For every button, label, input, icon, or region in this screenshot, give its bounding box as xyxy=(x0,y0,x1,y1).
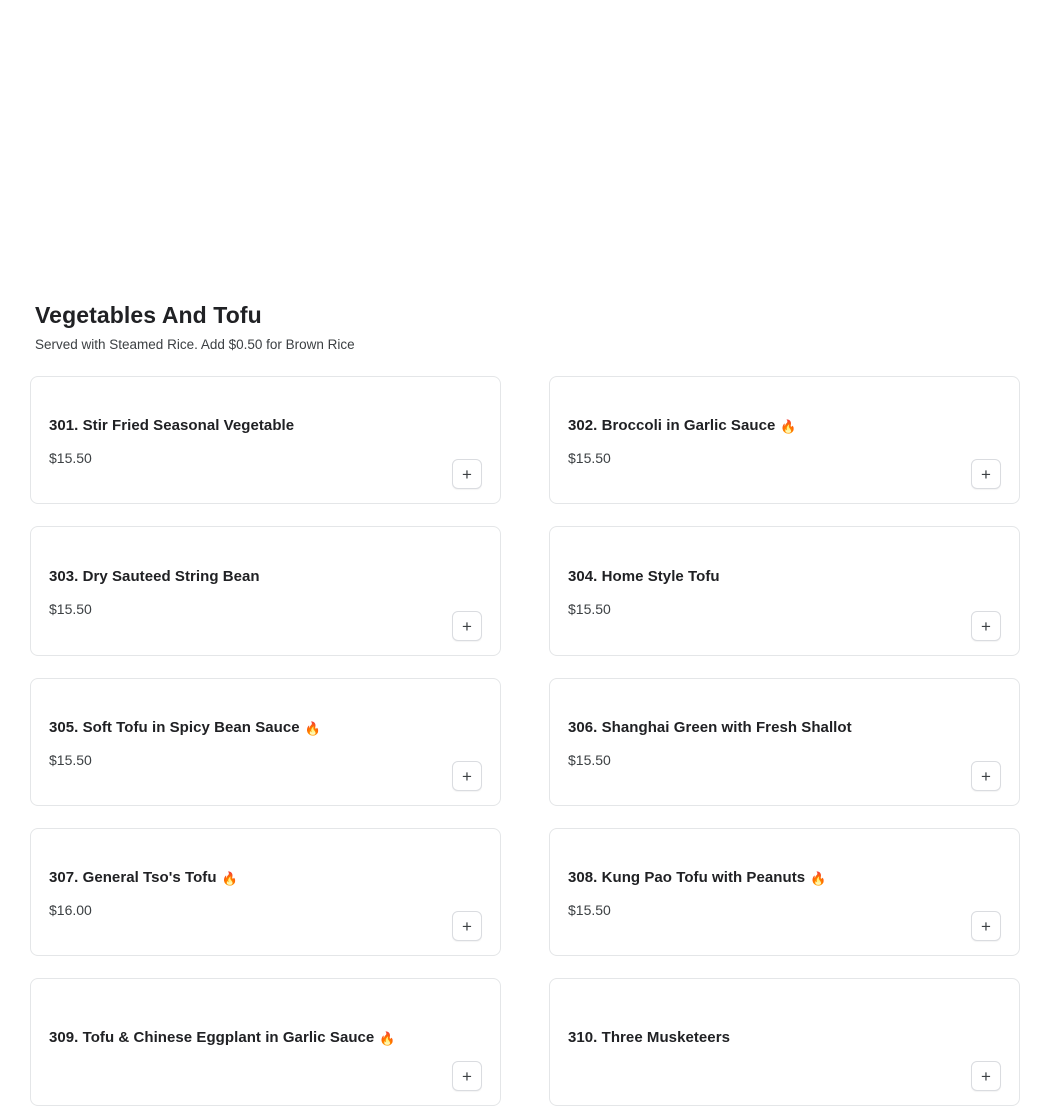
menu-item-name: 308. Kung Pao Tofu with Peanuts 🔥 xyxy=(568,869,827,886)
menu-item-price: $15.50 xyxy=(49,450,92,466)
add-item-button[interactable]: + xyxy=(971,459,1001,489)
menu-item-price: $15.50 xyxy=(568,450,611,466)
menu-item-content xyxy=(568,566,1001,619)
menu-item-content xyxy=(49,867,482,920)
add-item-button[interactable]: + xyxy=(971,761,1001,791)
menu-item-card[interactable] xyxy=(549,978,1020,1106)
page-title: Vegetables And Tofu xyxy=(35,302,262,328)
add-item-button[interactable]: + xyxy=(452,459,482,489)
spicy-flame-icon: 🔥 xyxy=(304,721,321,736)
menu-item-price: $15.50 xyxy=(568,601,611,617)
menu-item-name: 303. Dry Sauteed String Bean xyxy=(49,568,260,585)
menu-item-price: $16.00 xyxy=(49,902,92,918)
add-item-button[interactable]: + xyxy=(971,611,1001,641)
add-item-button[interactable]: + xyxy=(971,1061,1001,1091)
menu-item-card[interactable] xyxy=(30,828,501,956)
spicy-flame-icon: 🔥 xyxy=(221,871,238,886)
menu-item-content xyxy=(568,1027,1001,1061)
menu-item-grid xyxy=(0,376,1050,1106)
menu-item-name: 301. Stir Fried Seasonal Vegetable xyxy=(49,417,295,434)
menu-item-card[interactable] xyxy=(549,678,1020,806)
menu-item-content xyxy=(49,566,482,619)
spicy-flame-icon: 🔥 xyxy=(379,1030,396,1046)
menu-item-price: $15.50 xyxy=(49,752,92,768)
section-header xyxy=(0,300,1050,354)
page-top-spacer xyxy=(0,0,1050,300)
menu-item-content xyxy=(49,717,482,770)
menu-item-card[interactable] xyxy=(549,376,1020,504)
menu-item-name: 305. Soft Tofu in Spicy Bean Sauce 🔥 xyxy=(49,719,321,736)
menu-item-name: 306. Shanghai Green with Fresh Shallot xyxy=(568,719,852,736)
menu-item-card[interactable] xyxy=(549,828,1020,956)
menu-item-content xyxy=(49,1027,482,1061)
menu-item-price: $15.50 xyxy=(49,601,92,617)
spicy-flame-icon: 🔥 xyxy=(810,871,827,886)
add-item-button[interactable]: + xyxy=(452,611,482,641)
section-subtitle: Served with Steamed Rice. Add $0.50 for Brown Rice xyxy=(35,337,355,352)
menu-item-card[interactable] xyxy=(549,526,1020,656)
add-item-button[interactable]: + xyxy=(452,1061,482,1091)
menu-item-content xyxy=(568,867,1001,920)
menu-item-content xyxy=(568,415,1001,468)
menu-item-name: 309. Tofu & Chinese Eggplant in Garlic Sauce 🔥 xyxy=(49,1028,396,1046)
menu-item-name: 310. Three Musketeers xyxy=(568,1028,730,1046)
menu-item-price: $15.50 xyxy=(568,902,611,918)
menu-item-card[interactable] xyxy=(30,376,501,504)
add-item-button[interactable]: + xyxy=(971,911,1001,941)
menu-item-name: 307. General Tso's Tofu 🔥 xyxy=(49,869,238,886)
menu-item-card[interactable] xyxy=(30,526,501,656)
menu-item-price: $15.50 xyxy=(568,752,611,768)
menu-item-name: 302. Broccoli in Garlic Sauce 🔥 xyxy=(568,417,797,434)
spicy-flame-icon: 🔥 xyxy=(780,419,797,434)
add-item-button[interactable]: + xyxy=(452,911,482,941)
menu-item-name: 304. Home Style Tofu xyxy=(568,568,720,585)
menu-item-content xyxy=(568,717,1001,770)
add-item-button[interactable]: + xyxy=(452,761,482,791)
menu-item-card[interactable] xyxy=(30,978,501,1106)
menu-item-content xyxy=(49,415,482,468)
menu-item-card[interactable] xyxy=(30,678,501,806)
